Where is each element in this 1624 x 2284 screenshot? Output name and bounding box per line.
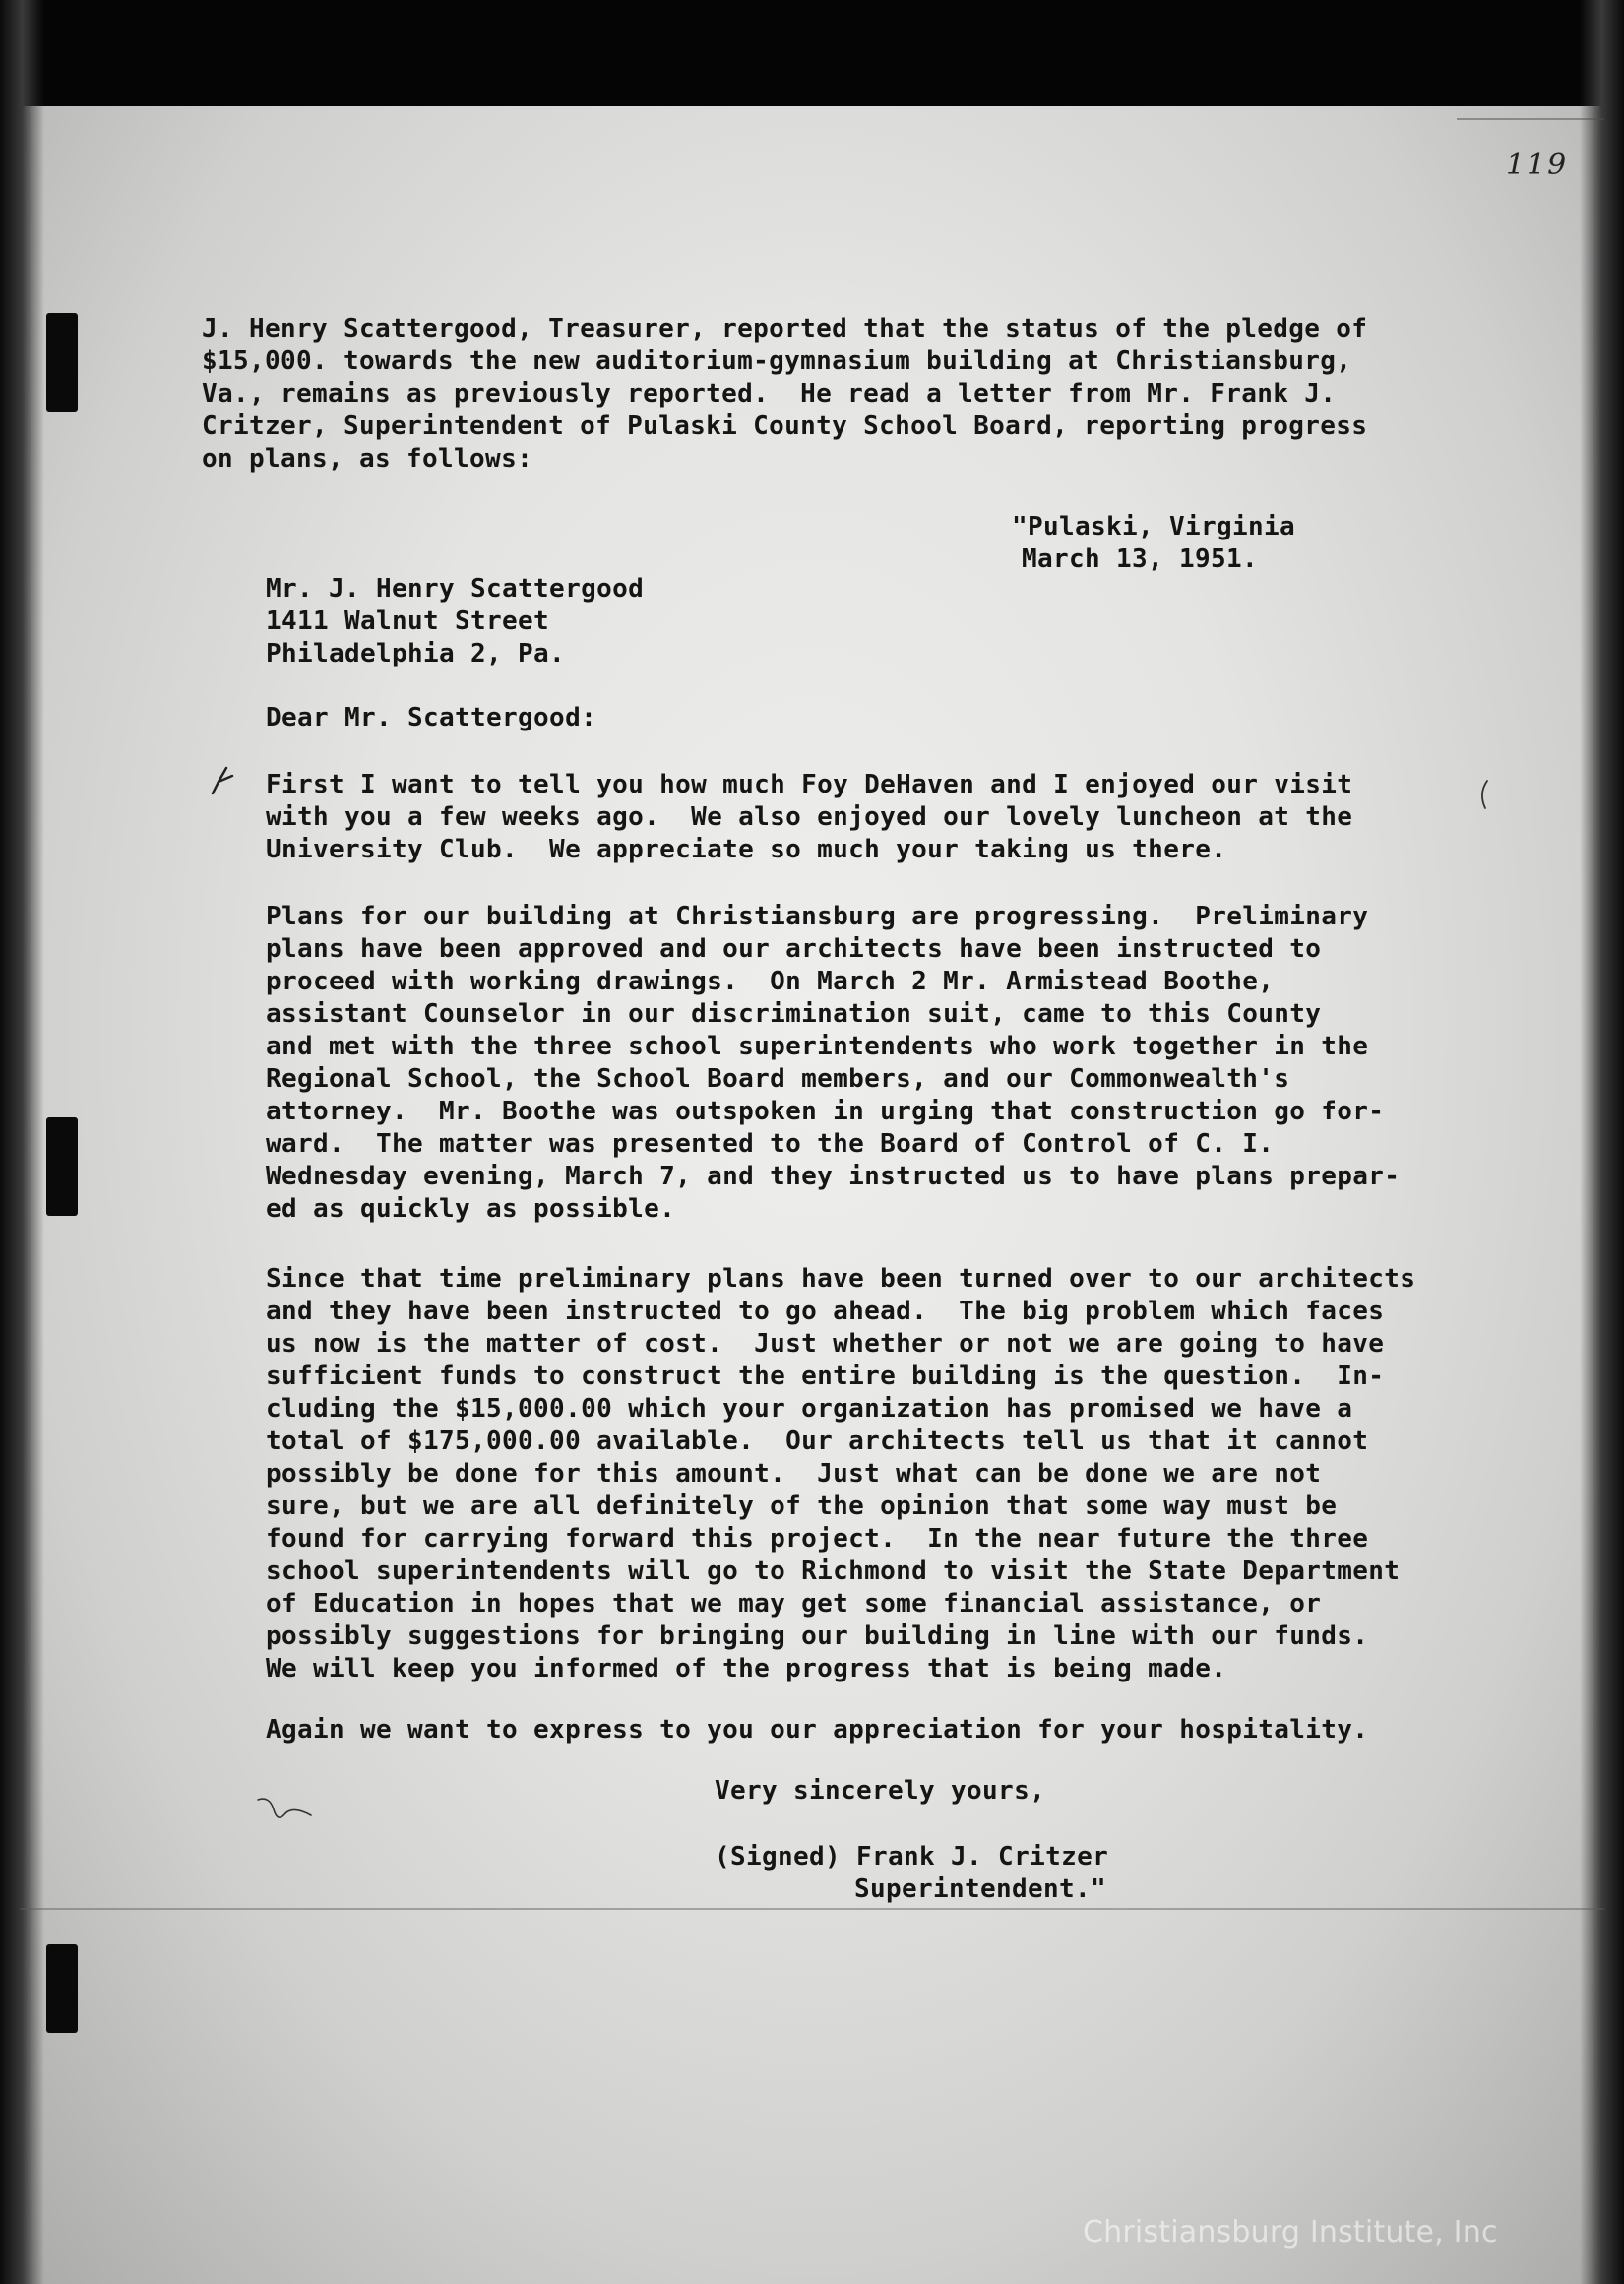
letter-closing: Very sincerely yours, bbox=[715, 1776, 1046, 1806]
letter-paragraph-4: Again we want to express to you our appreciation for your hospitality. bbox=[266, 1715, 1369, 1745]
binder-mark-bottom bbox=[46, 1944, 78, 2033]
binder-mark-middle bbox=[46, 1117, 78, 1216]
scan-top-border bbox=[0, 0, 1624, 106]
archive-watermark: Christiansburg Institute, Inc bbox=[1083, 2215, 1498, 2250]
pen-bracket-mark bbox=[1476, 778, 1490, 811]
scan-left-border bbox=[0, 0, 44, 2284]
letter-location: "Pulaski, Virginia bbox=[1012, 512, 1296, 541]
letter-address: Mr. J. Henry Scattergood 1411 Walnut Street Philadelphia 2, Pa. bbox=[266, 574, 645, 668]
pen-squiggle-mark bbox=[256, 1792, 315, 1831]
scan-right-border bbox=[1580, 0, 1624, 2284]
binder-mark-top bbox=[46, 313, 78, 412]
letter-signer-title: Superintendent." bbox=[854, 1874, 1107, 1904]
page-fold-line bbox=[20, 1908, 1604, 1910]
letter-date: March 13, 1951. bbox=[1022, 544, 1259, 574]
page-number: 119 bbox=[1506, 148, 1569, 182]
letter-paragraph-3: Since that time preliminary plans have been turned over to our architects and they have been instructed to go ahead. The big problem which faces us now is the matter of cost. Just whether or not we are going to have sufficient funds to construct the entire building is the question. In- cluding the $15,000.00 which your organization has promised we have a total of $175,000.00 available. Our architects tell us that it cannot possibly be done for this amount. Just what can be done we are not sure, but we are all definitely of the opinion that some way must be found for carrying forward this project. In the near future the three school superintendents will go to Richmond to visit the State Department of Education in hopes that we may get some financial assistance, or possibly suggestions for bringing our building in line with our funds. We will keep you informed of the progress that is being made. bbox=[266, 1264, 1416, 1683]
letter-paragraph-1: First I want to tell you how much Foy DeHaven and I enjoyed our visit with you a few weeks ago. We also enjoyed our lovely luncheon at the University Club. We appreciate so much your taking us there. bbox=[266, 770, 1353, 864]
letter-salutation: Dear Mr. Scattergood: bbox=[266, 703, 597, 732]
letter-signature: (Signed) Frank J. Critzer bbox=[715, 1842, 1109, 1872]
minutes-paragraph: J. Henry Scattergood, Treasurer, reported that the status of the pledge of $15,000. towards the new auditorium-gymnasium building at Christiansburg, Va., remains as previously reported. He read a letter from Mr. Frank J. Critzer, Superintendent of Pulaski County School Board, reporting progress on plans, as follows: bbox=[202, 314, 1368, 474]
page-edge-line bbox=[1457, 118, 1604, 120]
pen-check-mark bbox=[209, 760, 236, 799]
letter-paragraph-2: Plans for our building at Christiansburg are progressing. Preliminary plans have been approved and our architects have been instructed to proceed with working drawings. On March 2 Mr. Armistead Boothe, assistant Counselor in our discrimination suit, came to this County and met with the three school superintendents who work together in the Regional School, the School Board members, and our Commonwealth's attorney. Mr. Boothe was outspoken in urging that construction go for- ward. The matter was presented to the Board of Control of C. I. Wednesday evening, March 7, and they instructed us to have plans prepar- ed as quickly as possible. bbox=[266, 902, 1401, 1224]
